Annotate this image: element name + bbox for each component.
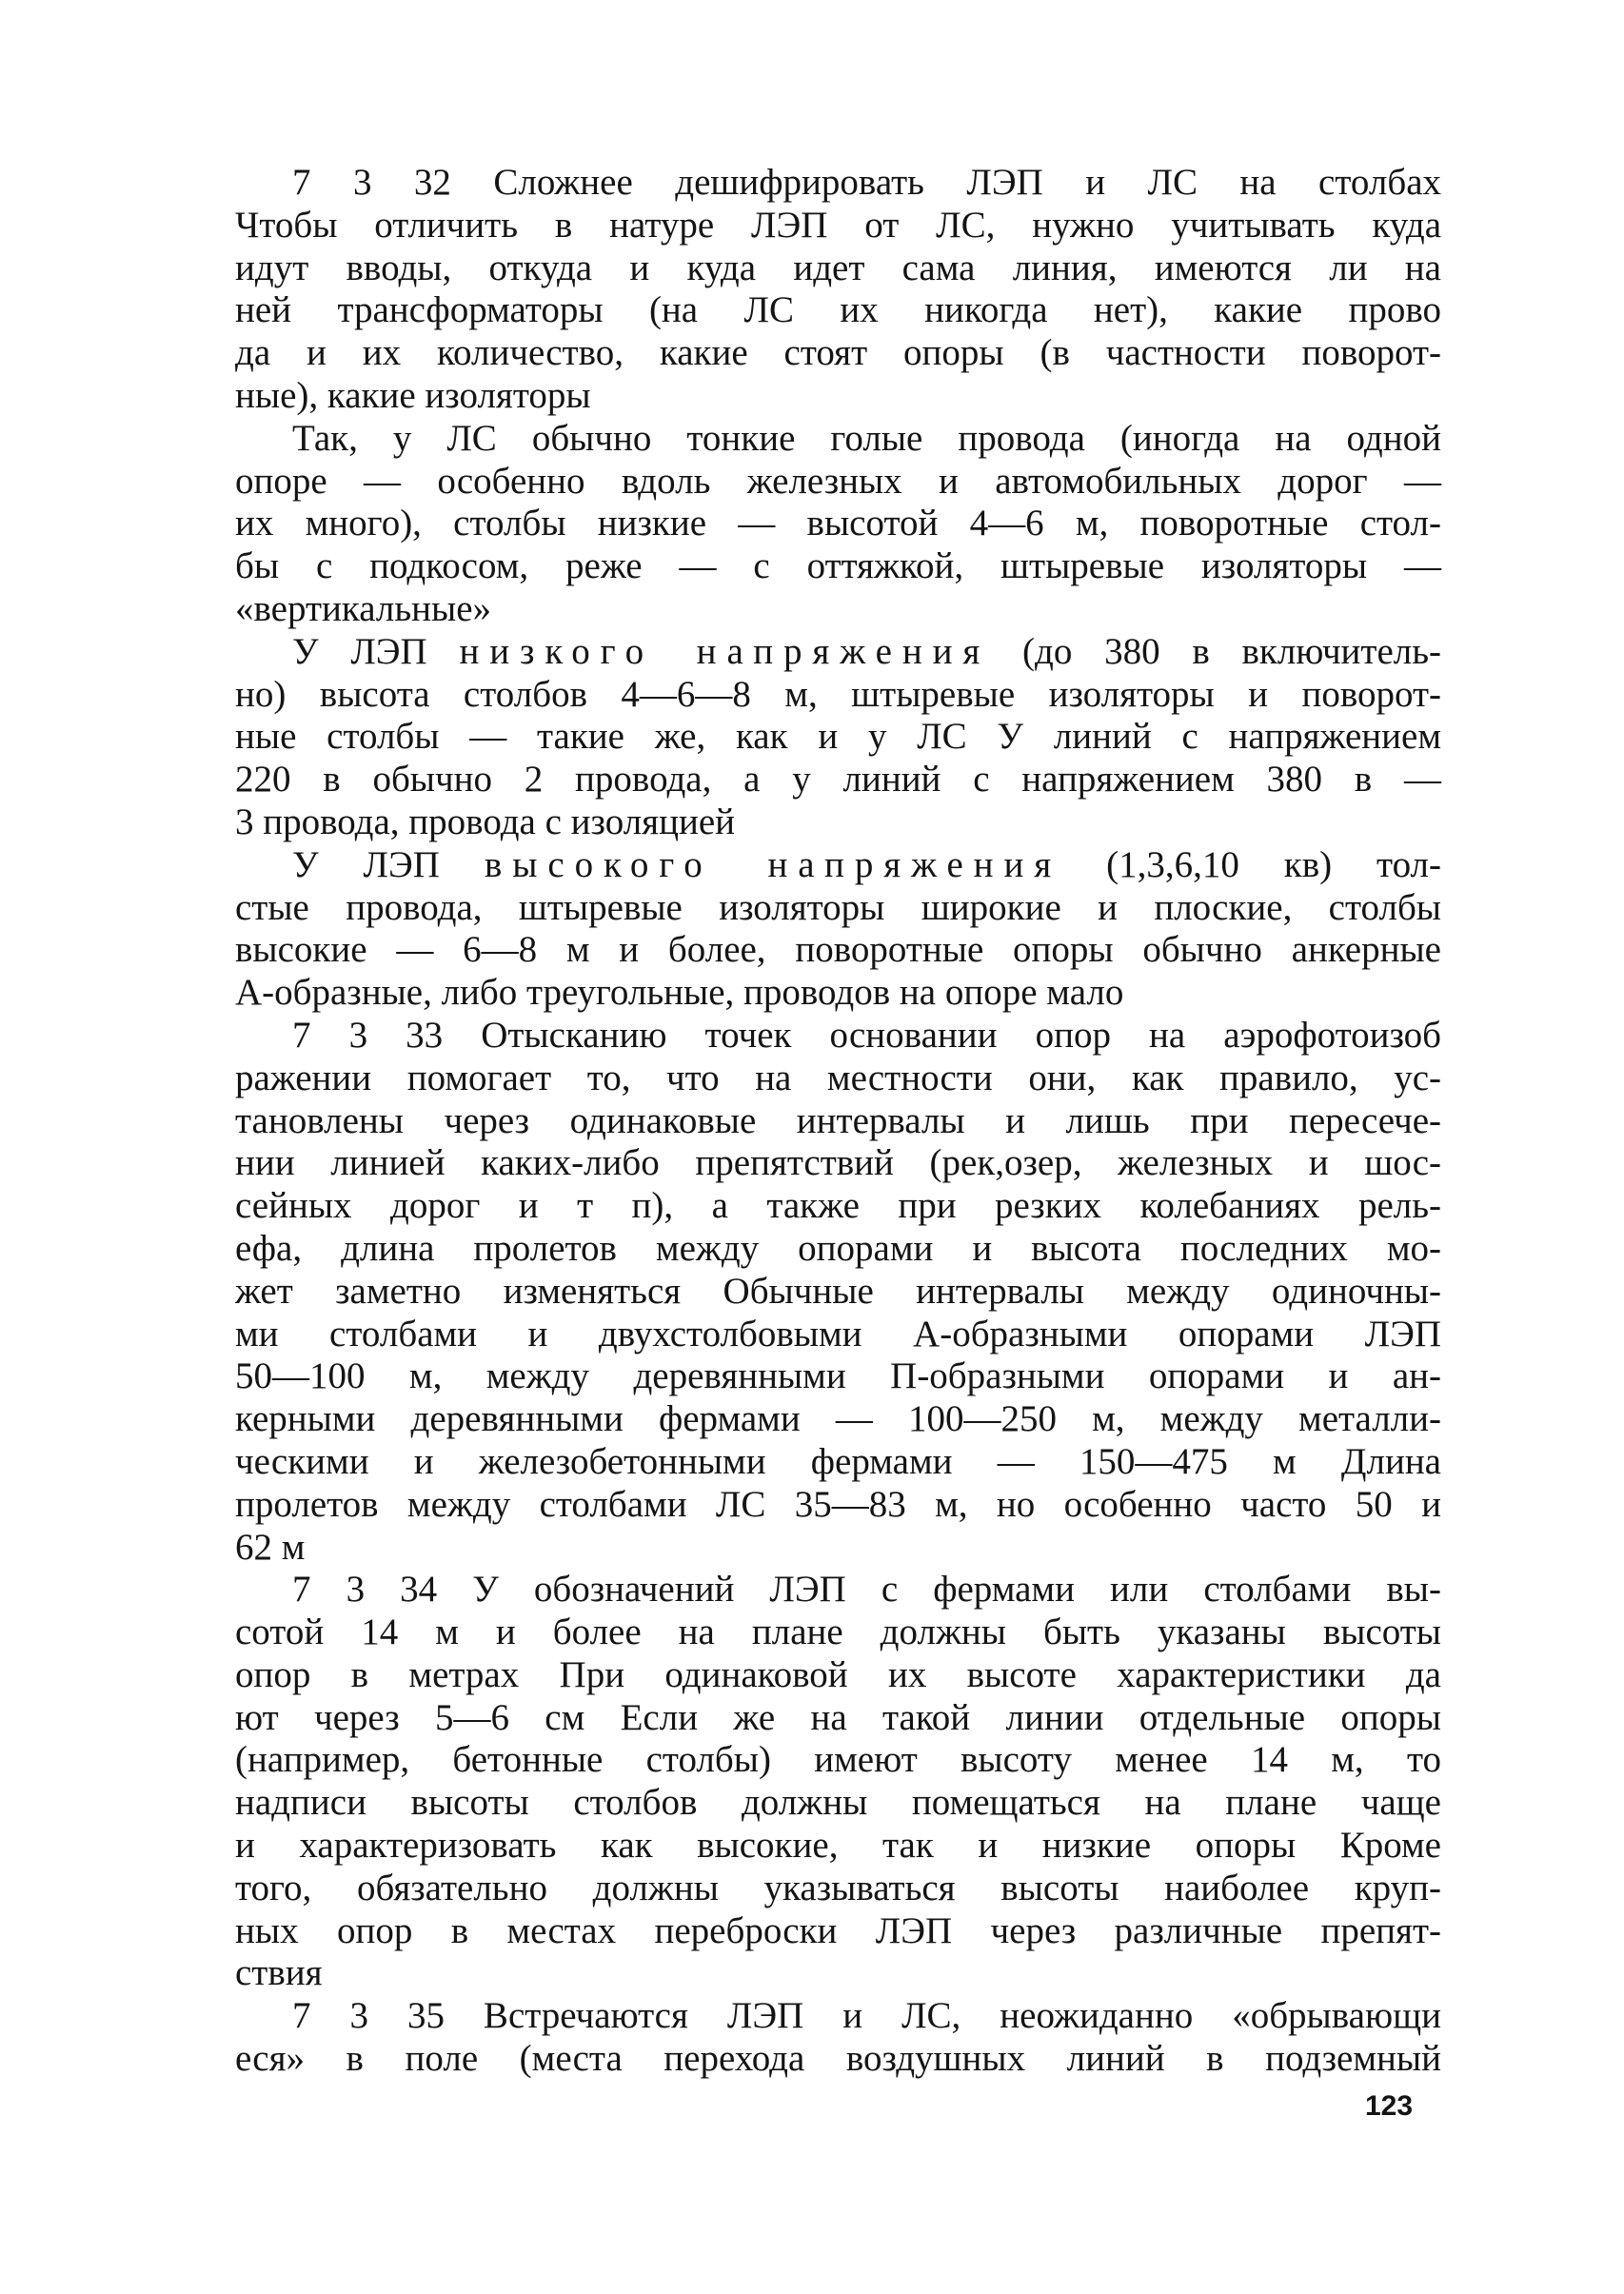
paragraph-line: 62 м [235,1526,306,1568]
paragraph-line: 50—100 м, между деревянными П-образными опорами и ан- [235,1355,1441,1397]
paragraph-line: их много), столбы низкие — высотой 4—6 м, поворотные стол- [235,503,1441,544]
paragraph-line: 7 3 32 Сложнее дешифрировать ЛЭП и ЛС на столбах [292,162,1441,203]
low-voltage-heading: низкого напряжения [459,630,991,672]
paragraph-line: но) высота столбов 4—6—8 м, штыревые изоляторы и поворот- [235,673,1441,715]
paragraph-line: опор в метрах При одинаковой их высоте характеристики да [235,1653,1441,1695]
paragraph-line: жет заметно изменяться Обычные интервалы между одиночны- [235,1270,1441,1312]
paragraph-line: ствия [235,1952,323,1994]
paragraph-line: ражении помогает то, что на местности они, как правило, ус- [235,1057,1441,1098]
high-voltage-rest: (1,3,6,10 кв) тол- [1106,843,1442,885]
paragraph-line: (например, бетонные столбы) имеют высоту менее 14 м, то [235,1739,1441,1781]
paragraph-line: Так, у ЛС обычно тонкие голые провода (иногда на одной [292,417,1441,459]
paragraph-line: опоре — особенно вдоль железных и автомобильных дорог — [235,460,1441,502]
paragraph-line: сотой 14 м и более на плане должны быть указаны высоты [235,1612,1441,1653]
paragraph-line: Чтобы отличить в натуре ЛЭП от ЛС, нужно учитывать куда [235,204,1441,246]
paragraph-line: 7 3 35 Встречаются ЛЭП и ЛС, неожиданно «обрывающи [292,1995,1441,2037]
page-number: 123 [1365,2090,1414,2122]
low-voltage-prefix: У ЛЭП [292,630,427,672]
paragraph-line: 3 провода, провода с изоляцией [235,801,736,842]
high-voltage-heading: высокого напряжения [484,843,1062,885]
paragraph-line: А-образные, либо треугольные, проводов на опоре мало [235,972,1124,1014]
paragraph-line: ефа, длина пролетов между опорами и высота последних мо- [235,1227,1441,1269]
paragraph-line: бы с подкосом, реже — с оттяжкой, штыревые изоляторы — [235,545,1441,587]
paragraph-line: ных опор в местах переброски ЛЭП через различные препят- [235,1909,1441,1951]
paragraph-line: и характеризовать как высокие, так и низкие опоры Кроме [235,1825,1441,1867]
paragraph-line: пролетов между столбами ЛС 35—83 м, но особенно часто 50 и [235,1483,1441,1525]
high-voltage-prefix: У ЛЭП [292,843,440,885]
paragraph-line: ми столбами и двухстолбовыми А-образными опорами ЛЭП [235,1313,1441,1355]
document-body [235,162,1441,2081]
paragraph-line: высокие — 6—8 м и более, поворотные опоры обычно анкерные [235,929,1441,971]
paragraph-line: ют через 5—6 см Если же на такой линии отдельные опоры [235,1696,1441,1738]
paragraph-line: «вертикальные» [235,587,492,629]
paragraph-line: 7 3 33 Отысканию точек основании опор на аэрофотоизоб [292,1014,1441,1056]
paragraph-line: да и их количество, какие стоят опоры (в частности поворот- [235,332,1441,374]
paragraph-line: ней трансформаторы (на ЛС их никогда нет), какие прово [235,289,1441,331]
paragraph-line: идут вводы, откуда и куда идет сама линия, имеются ли на [235,247,1441,288]
paragraph-line: ческими и железобетонными фермами — 150—475 м Длина [235,1440,1441,1482]
paragraph-line: 220 в обычно 2 провода, а у линий с напряжением 380 в — [235,759,1441,801]
paragraph-line: керными деревянными фермами — 100—250 м, между металли- [235,1398,1441,1440]
paragraph-line: того, обязательно должны указываться высоты наиболее круп- [235,1867,1441,1908]
paragraph-line: тановлены через одинаковые интервалы и лишь при пересече- [235,1099,1441,1141]
paragraph-line: ные столбы — такие же, как и у ЛС У линий с напряжением [235,716,1441,758]
paragraph-line: ные), какие изоляторы [235,374,591,416]
paragraph-line: еся» в поле (места перехода воздушных линий в подземный [235,2038,1441,2080]
paragraph-line: стые провода, штыревые изоляторы широкие и плоские, столбы [235,886,1441,928]
paragraph-line: 7 3 34 У обозначений ЛЭП с фермами или столбами вы- [292,1569,1441,1611]
low-voltage-rest: (до 380 в включитель- [1022,630,1442,672]
paragraph-line: надписи высоты столбов должны помещаться на плане чаще [235,1782,1441,1824]
paragraph-line-low-voltage [235,631,1441,674]
paragraph-line: нии линией каких-либо препятствий (рек,озер, железных и шос- [235,1142,1441,1184]
paragraph-line-high-voltage [235,844,1441,887]
paragraph-line: сейных дорог и т п), а также при резких колебаниях рель- [235,1185,1441,1227]
